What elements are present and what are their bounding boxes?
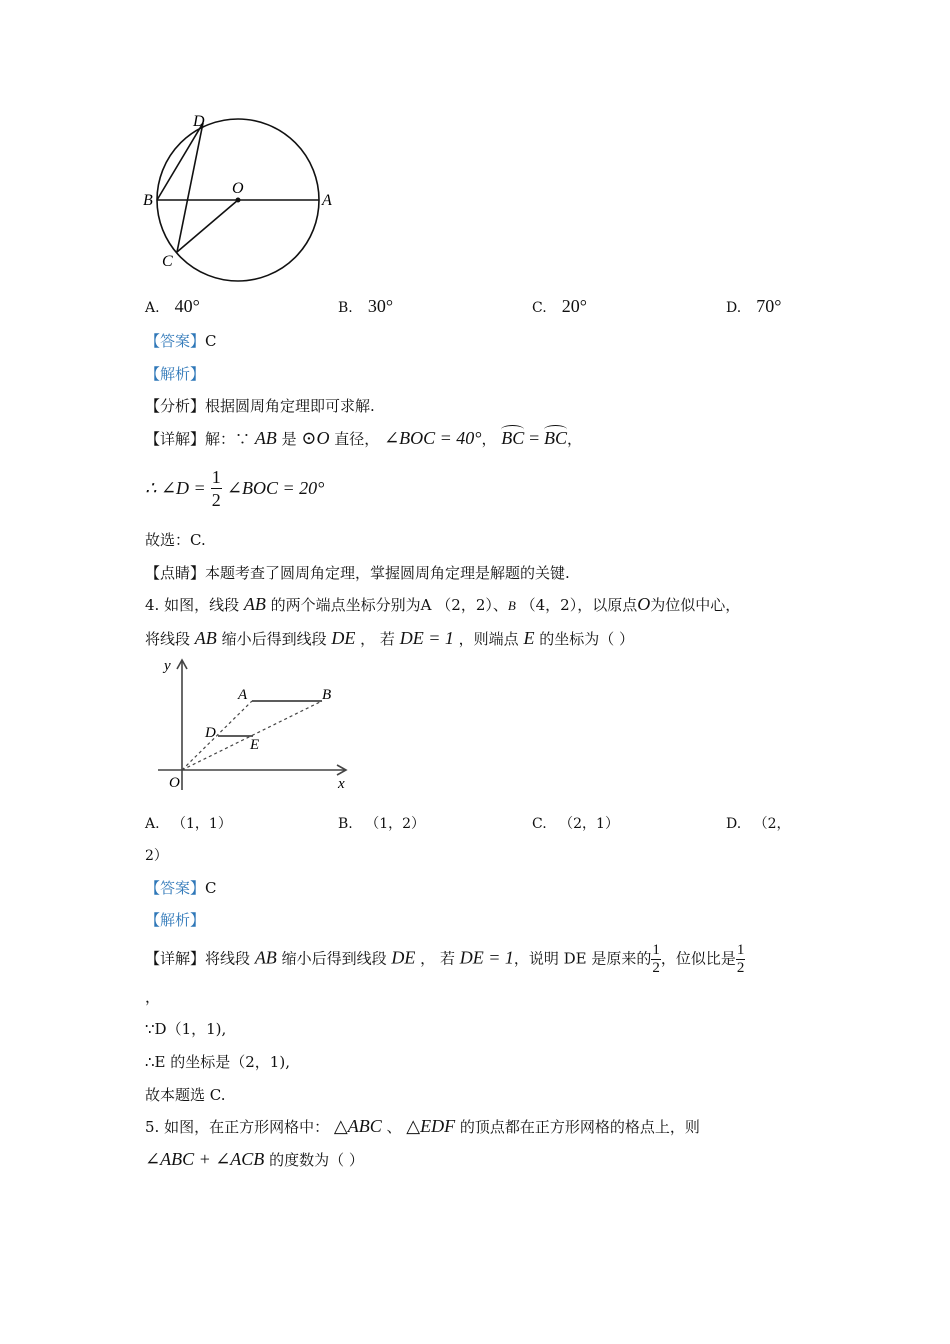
arc-bc-right: BC xyxy=(544,428,568,448)
q3-comment: 【点睛】本题考查了圆周角定理，掌握圆周角定理是解题的关键. xyxy=(145,564,570,582)
q4-detail: 【详解】将线段 AB 缩小后得到线段 DE ， 若 DE = 1，说明 DE 是原来的 $\frac{1}{2}$ ，位似比是 $\frac{1}{2}$ xyxy=(145,942,745,976)
fraction-half: $\frac{1}{2}$ xyxy=(211,467,221,510)
label-point-e: E xyxy=(250,737,260,753)
arc-bc-left: BC xyxy=(501,428,525,448)
q4-line-d: ∵D（1，1), xyxy=(145,1020,227,1038)
q4-wrap-comma: ， xyxy=(145,988,161,1006)
label-point-d: D xyxy=(205,725,216,741)
q4-option-d-wrap: 2） xyxy=(145,848,168,864)
label-x: x xyxy=(338,776,345,792)
label-y: y xyxy=(164,658,171,674)
q3-therefore: ∴ ∠D = $\frac{1}{2}$ ∠BOC = 20° xyxy=(145,467,325,510)
q4-option-b[interactable]: B. （1，2） xyxy=(338,816,426,832)
q3-choose: 故选：C. xyxy=(145,531,206,549)
q3-fenxi: 【分析】根据圆周角定理即可求解. xyxy=(145,397,375,415)
chord-bd xyxy=(157,123,203,200)
center-point xyxy=(236,198,241,203)
coordinate-figure xyxy=(150,655,360,795)
label-a: A xyxy=(322,192,332,209)
label-point-a: A xyxy=(238,687,248,703)
q4-option-d[interactable]: D. （2， xyxy=(726,816,791,832)
q3-answer: 【答案】C xyxy=(145,332,217,350)
fraction-ratio: $\frac{1}{2}$ xyxy=(736,942,745,976)
label-origin: O xyxy=(169,775,180,791)
circle-figure xyxy=(140,110,340,285)
q4-answer: 【答案】C xyxy=(145,879,217,897)
label-o: O xyxy=(232,180,244,197)
q4-stem-line2: 将线段 AB 缩小后得到线段 DE ， 若 DE = 1 ，则端点 E 的坐标为（ ） xyxy=(145,628,634,648)
q4-line-e: ∴E 的坐标是（2，1), xyxy=(145,1053,290,1071)
q4-option-c[interactable]: C. （2，1） xyxy=(532,816,619,832)
label-d: D xyxy=(193,113,205,130)
q4-analysis-tag: 【解析】 xyxy=(145,911,206,929)
q3-analysis-tag: 【解析】 xyxy=(145,365,206,383)
label-b: B xyxy=(143,192,153,209)
q5-stem-line1: 5. 如图，在正方形网格中： △ABC 、 △EDF 的顶点都在正方形网格的格点上，则 xyxy=(145,1116,700,1136)
q4-stem-line1: 4. 如图，线段 AB 的两个端点坐标分别为A （2，2）、B （4，2），以原点O为位似中心， xyxy=(145,594,741,614)
label-c: C xyxy=(162,253,173,270)
q3-detail: 【详解】解：∵ AB 是 ⊙O 直径， ∠BOC = 40°， BC = BC， xyxy=(145,428,583,448)
q4-choose: 故本题选 C. xyxy=(145,1086,226,1104)
label-point-b: B xyxy=(322,687,332,703)
q3-option-c[interactable]: C. 20° xyxy=(532,296,587,316)
q4-option-a[interactable]: A. （1，1） xyxy=(145,816,232,832)
q5-stem-line2: ∠ABC + ∠ACB 的度数为（ ） xyxy=(145,1149,364,1169)
q3-option-d[interactable]: D. 70° xyxy=(726,296,782,316)
fraction-one-half: $\frac{1}{2}$ xyxy=(652,942,660,976)
q3-option-b[interactable]: B. 30° xyxy=(338,296,394,316)
q3-option-a[interactable]: A. 40° xyxy=(145,296,200,316)
